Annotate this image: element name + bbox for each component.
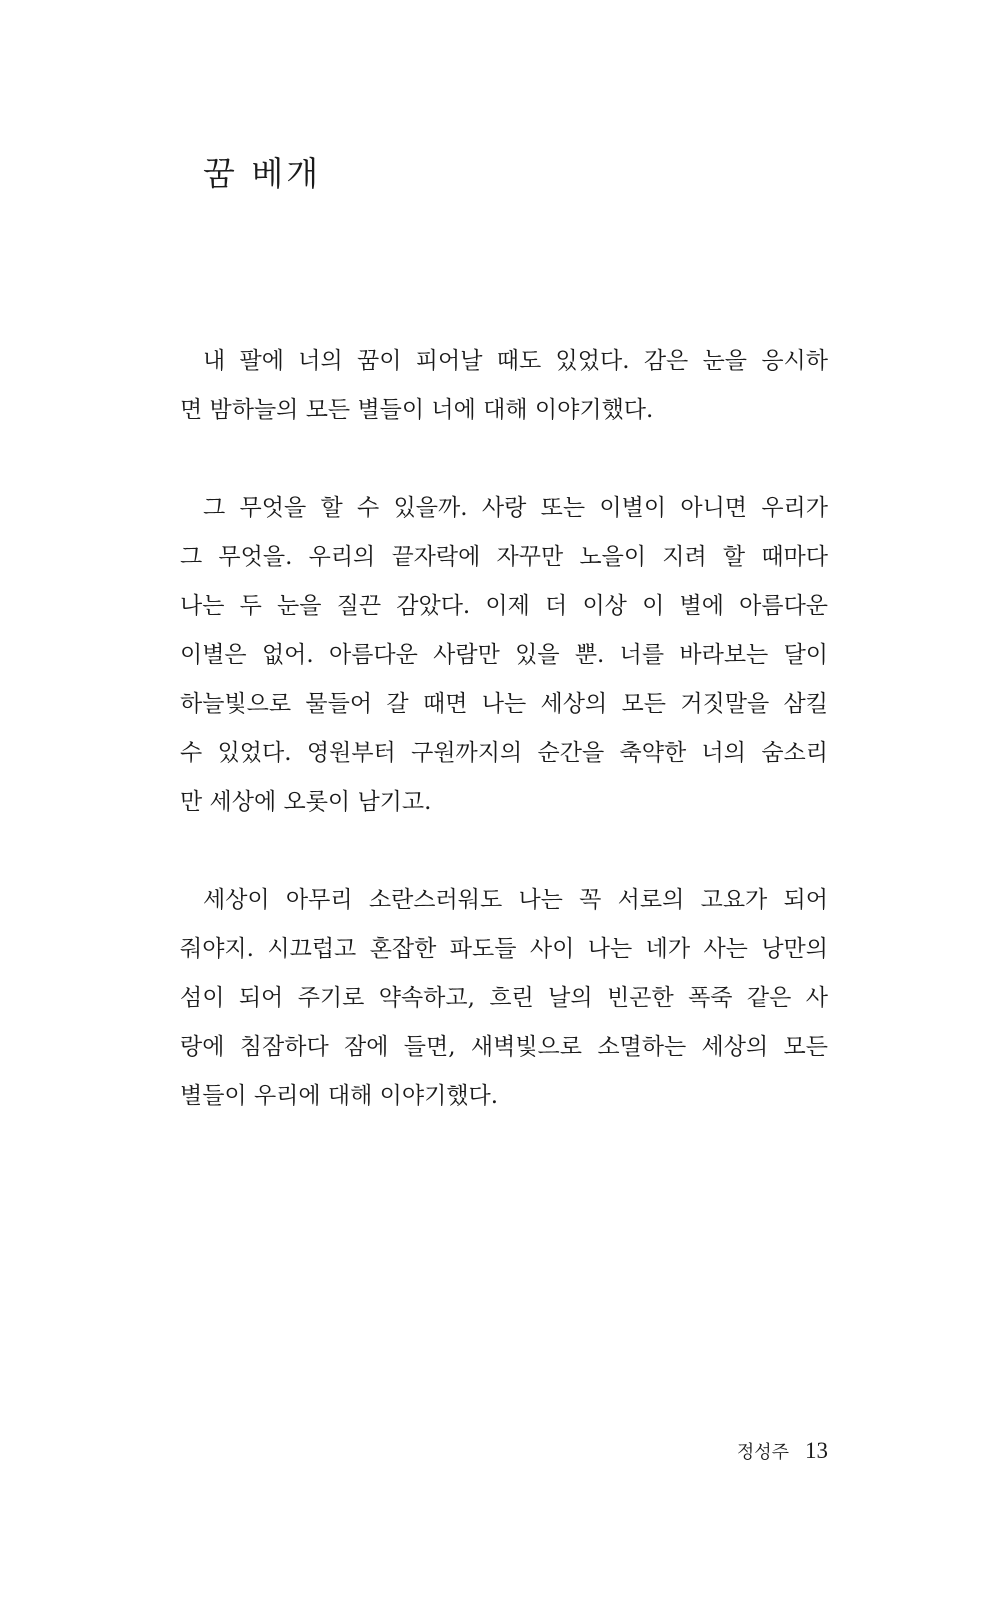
poem-body — [180, 337, 828, 1170]
author-name: 정성주 — [736, 1442, 789, 1463]
text-line: 이별은 없어. 아름다운 사람만 있을 뿐. 너를 바라보는 달이 — [180, 642, 828, 668]
page-number: 13 — [805, 1438, 828, 1463]
paragraph — [180, 484, 828, 827]
text-line: 만 세상에 오롯이 남기고. — [180, 789, 432, 815]
text-line: 나는 두 눈을 질끈 감았다. 이제 더 이상 이 별에 아름다운 — [180, 593, 828, 619]
text-line: 그 무엇을 할 수 있을까. 사랑 또는 이별이 아니면 우리가 — [203, 495, 828, 521]
text-line: 수 있었다. 영원부터 구원까지의 순간을 축약한 너의 숨소리 — [180, 740, 828, 766]
paragraph — [180, 876, 828, 1121]
paragraph — [180, 337, 828, 435]
text-line: 섬이 되어 주기로 약속하고, 흐린 날의 빈곤한 폭죽 같은 사 — [180, 985, 828, 1011]
text-line: 세상이 아무리 소란스러워도 나는 꼭 서로의 고요가 되어 — [203, 887, 828, 913]
text-line: 면 밤하늘의 모든 별들이 너에 대해 이야기했다. — [180, 397, 654, 423]
text-line: 그 무엇을. 우리의 끝자락에 자꾸만 노을이 지려 할 때마다 — [180, 544, 828, 570]
poem-title: 꿈 베개 — [203, 154, 322, 193]
text-line: 별들이 우리에 대해 이야기했다. — [180, 1083, 499, 1109]
text-line: 랑에 침잠하다 잠에 들면, 새벽빛으로 소멸하는 세상의 모든 — [180, 1034, 828, 1060]
text-line: 내 팔에 너의 꿈이 피어날 때도 있었다. 감은 눈을 응시하 — [203, 348, 828, 374]
text-line: 줘야지. 시끄럽고 혼잡한 파도들 사이 나는 네가 사는 낭만의 — [180, 936, 828, 962]
page-footer — [737, 1438, 828, 1464]
text-line: 하늘빛으로 물들어 갈 때면 나는 세상의 모든 거짓말을 삼킬 — [180, 691, 828, 717]
